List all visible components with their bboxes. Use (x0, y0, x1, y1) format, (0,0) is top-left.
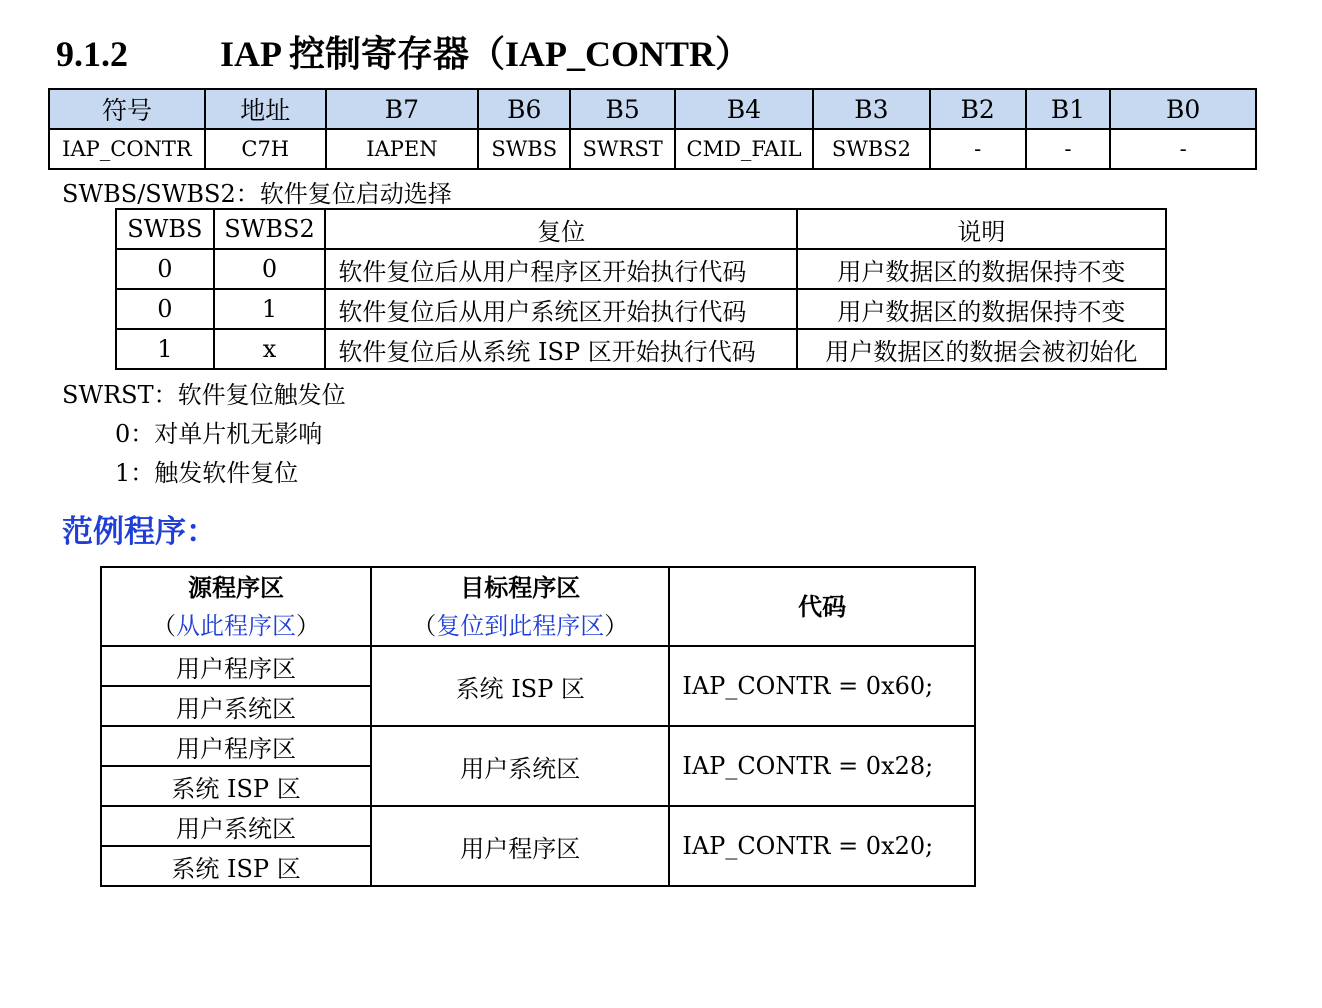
swrst-option-1: 1：触发软件复位 (115, 459, 299, 487)
cell-b0: - (1110, 129, 1256, 169)
source-area-title: 源程序区 (188, 572, 285, 602)
header-b5: B5 (570, 89, 675, 129)
table-row (116, 289, 1166, 329)
swbs-header-row (116, 209, 1166, 249)
swbs2-cell: x (214, 329, 326, 369)
swbs-header-swbs: SWBS (116, 209, 214, 249)
code-cell: IAP_CONTR = 0x60; (669, 646, 975, 726)
cell-b6: SWBS (478, 129, 570, 169)
cell-symbol: IAP_CONTR (49, 129, 205, 169)
swbs-cell: 0 (116, 289, 214, 329)
target-cell: 系统 ISP 区 (371, 646, 669, 726)
reset-cell: 软件复位后从系统 ISP 区开始执行代码 (325, 329, 796, 369)
table-row (101, 646, 975, 686)
section-heading (56, 26, 751, 77)
table-row (101, 726, 975, 766)
cell-b1: - (1026, 129, 1111, 169)
target-cell: 用户程序区 (371, 806, 669, 886)
source-cell: 系统 ISP 区 (101, 846, 371, 886)
swbs-table (115, 208, 1167, 370)
swbs-header-description: 说明 (797, 209, 1166, 249)
source-cell: 系统 ISP 区 (101, 766, 371, 806)
swbs-cell: 1 (116, 329, 214, 369)
table-row (101, 806, 975, 846)
source-cell: 用户程序区 (101, 726, 371, 766)
source-cell: 用户程序区 (101, 646, 371, 686)
cell-b2: - (930, 129, 1026, 169)
source-cell: 用户系统区 (101, 686, 371, 726)
cell-b4: CMD_FAIL (675, 129, 813, 169)
description-cell: 用户数据区的数据保持不变 (797, 249, 1166, 289)
swbs-label: SWBS/SWBS2：软件复位启动选择 (62, 180, 452, 208)
example-title: 范例程序： (62, 514, 217, 550)
source-cell: 用户系统区 (101, 806, 371, 846)
register-table (48, 88, 1257, 170)
swrst-option-0: 0：对单片机无影响 (115, 420, 323, 448)
table-row (116, 329, 1166, 369)
header-code: 代码 (669, 567, 975, 646)
source-area-subtitle: （从此程序区） (152, 611, 321, 640)
swbs2-cell: 0 (214, 249, 326, 289)
reset-cell: 软件复位后从用户系统区开始执行代码 (325, 289, 796, 329)
header-b3: B3 (813, 89, 930, 129)
header-source-area (101, 567, 371, 646)
cell-address: C7H (205, 129, 326, 169)
swbs-cell: 0 (116, 249, 214, 289)
description-cell: 用户数据区的数据会被初始化 (797, 329, 1166, 369)
section-title: IAP 控制寄存器（IAP_CONTR） (220, 34, 752, 74)
header-b1: B1 (1026, 89, 1111, 129)
register-value-row (49, 129, 1256, 169)
swbs-header-swbs2: SWBS2 (214, 209, 326, 249)
header-b0: B0 (1110, 89, 1256, 129)
code-cell: IAP_CONTR = 0x20; (669, 806, 975, 886)
swbs-header-reset: 复位 (325, 209, 796, 249)
reset-cell: 软件复位后从用户程序区开始执行代码 (325, 249, 796, 289)
section-number: 9.1.2 (56, 34, 128, 74)
cell-b5: SWRST (570, 129, 675, 169)
description-cell: 用户数据区的数据保持不变 (797, 289, 1166, 329)
target-area-title: 目标程序区 (460, 572, 581, 602)
swbs2-cell: 1 (214, 289, 326, 329)
example-header-row (101, 567, 975, 646)
header-b7: B7 (326, 89, 479, 129)
header-symbol: 符号 (49, 89, 205, 129)
table-row (116, 249, 1166, 289)
header-b6: B6 (478, 89, 570, 129)
cell-b3: SWBS2 (813, 129, 930, 169)
code-cell: IAP_CONTR = 0x28; (669, 726, 975, 806)
cell-b7: IAPEN (326, 129, 479, 169)
target-area-subtitle: （复位到此程序区） (412, 611, 629, 640)
header-target-area (371, 567, 669, 646)
header-address: 地址 (205, 89, 326, 129)
example-table (100, 566, 976, 887)
register-header-row (49, 89, 1256, 129)
header-b2: B2 (930, 89, 1026, 129)
target-cell: 用户系统区 (371, 726, 669, 806)
swrst-label: SWRST：软件复位触发位 (62, 381, 346, 409)
header-b4: B4 (675, 89, 813, 129)
